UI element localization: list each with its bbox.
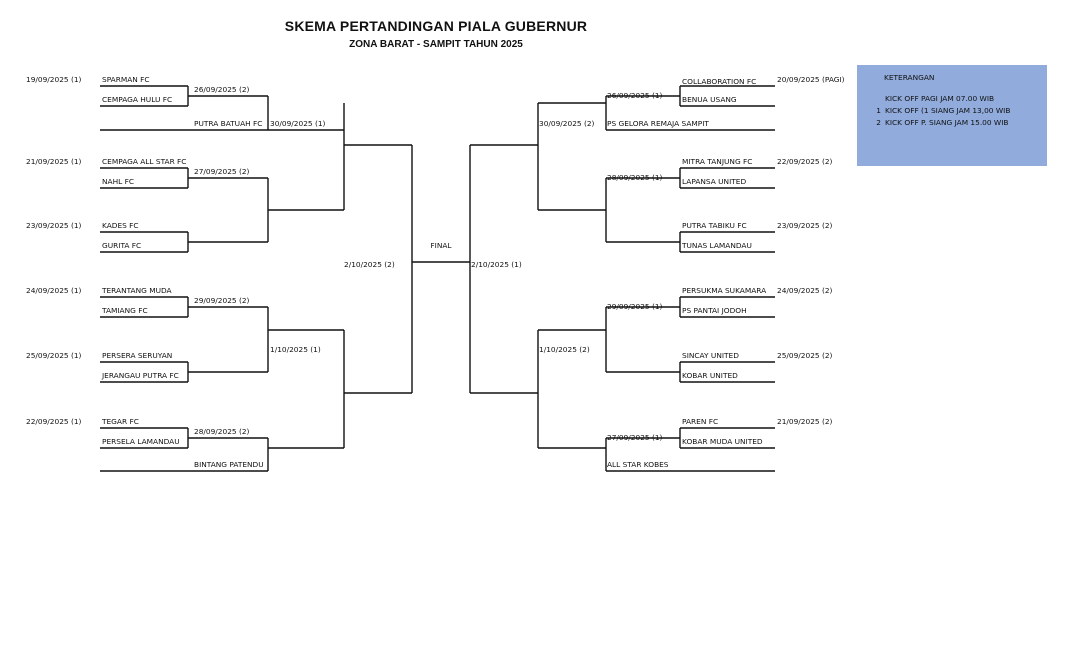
team-name: TEGAR FC <box>102 417 139 426</box>
match-date: 1/10/2025 (1) <box>270 345 321 354</box>
legend-item-text: KICK OFF (1 SIANG JAM 13,00 WIB <box>885 106 1011 115</box>
legend-item-text: KICK OFF P. SIANG JAM 15.00 WIB <box>885 118 1009 127</box>
match-date: 30/09/2025 (1) <box>270 119 326 128</box>
legend-item <box>873 106 1010 115</box>
team-name: MITRA TANJUNG FC <box>682 157 753 166</box>
team-name: CEMPAGA ALL STAR FC <box>102 157 187 166</box>
team-name: PUTRA TABIKU FC <box>682 221 747 230</box>
team-name: CEMPAGA HULU FC <box>102 95 173 104</box>
team-name: BINTANG PATENDU <box>194 460 264 469</box>
team-name: COLLABORATION FC <box>682 77 757 86</box>
match-date: 25/09/2025 (2) <box>777 351 833 360</box>
match-date: 23/09/2025 (1) <box>26 221 82 230</box>
team-name: PERSELA LAMANDAU <box>102 437 180 446</box>
team-name: SPARMAN FC <box>102 75 150 84</box>
match-date: 27/09/2025 (1) <box>607 433 663 442</box>
team-name: LAPANSA UNITED <box>682 177 747 186</box>
match-date: 26/09/2025 (1) <box>607 91 663 100</box>
page-subtitle: ZONA BARAT - SAMPIT TAHUN 2025 <box>349 39 523 50</box>
match-date: 29/09/2025 (1) <box>607 302 663 311</box>
team-name: TUNAS LAMANDAU <box>682 241 752 250</box>
match-date: 2/10/2025 (1) <box>471 260 522 269</box>
match-date: 28/09/2025 (2) <box>194 427 250 436</box>
team-name: PAREN FC <box>682 417 719 426</box>
legend-item <box>873 118 1008 127</box>
match-date: 27/09/2025 (2) <box>194 167 250 176</box>
team-name: TERANTANG MUDA <box>102 286 172 295</box>
team-name: GURITA FC <box>102 241 142 250</box>
match-date: 26/09/2025 (2) <box>194 85 250 94</box>
match-date: 2/10/2025 (2) <box>344 260 395 269</box>
team-name: KOBAR MUDA UNITED <box>682 437 763 446</box>
match-date: 25/09/2025 (1) <box>26 351 82 360</box>
legend-item-text: KICK OFF PAGI JAM 07.00 WIB <box>885 94 995 103</box>
match-date: 24/09/2025 (2) <box>777 286 833 295</box>
team-name: KOBAR UNITED <box>682 371 738 380</box>
team-name: BENUA USANG <box>682 95 737 104</box>
match-date: 21/09/2025 (1) <box>26 157 82 166</box>
match-date: 21/09/2025 (2) <box>777 417 833 426</box>
match-date: 1/10/2025 (2) <box>539 345 590 354</box>
match-date: 22/09/2025 (1) <box>26 417 82 426</box>
match-date: 28/09/2025 (1) <box>607 173 663 182</box>
final-label: FINAL <box>430 241 452 250</box>
legend-item <box>873 94 994 103</box>
team-name: TAMIANG FC <box>102 306 148 315</box>
team-name: PS PANTAI JODOH <box>682 306 747 315</box>
team-name: NAHL FC <box>102 177 135 186</box>
team-name: PERSERA SERUYAN <box>102 351 173 360</box>
legend-title: KETERANGAN <box>884 73 935 82</box>
team-name: PERSUKMA SUKAMARA <box>682 286 767 295</box>
match-date: 19/09/2025 (1) <box>26 75 82 84</box>
match-date: 20/09/2025 (PAGI) <box>777 75 845 84</box>
team-name: JERANGAU PUTRA FC <box>102 371 179 380</box>
team-name: ALL STAR KOBES <box>607 460 669 469</box>
match-date: 22/09/2025 (2) <box>777 157 833 166</box>
match-date: 24/09/2025 (1) <box>26 286 82 295</box>
page-title: SKEMA PERTANDINGAN PIALA GUBERNUR <box>284 18 588 34</box>
match-date: 30/09/2025 (2) <box>539 119 595 128</box>
legend-item-number: 2 <box>876 118 881 127</box>
match-date: 29/09/2025 (2) <box>194 296 250 305</box>
team-name: KADES FC <box>102 221 139 230</box>
team-name: PS GELORA REMAJA SAMPIT <box>607 119 709 128</box>
team-name: PUTRA BATUAH FC <box>194 119 263 128</box>
legend-item-number: 1 <box>876 106 881 115</box>
team-name: SINCAY UNITED <box>682 351 739 360</box>
match-date: 23/09/2025 (2) <box>777 221 833 230</box>
